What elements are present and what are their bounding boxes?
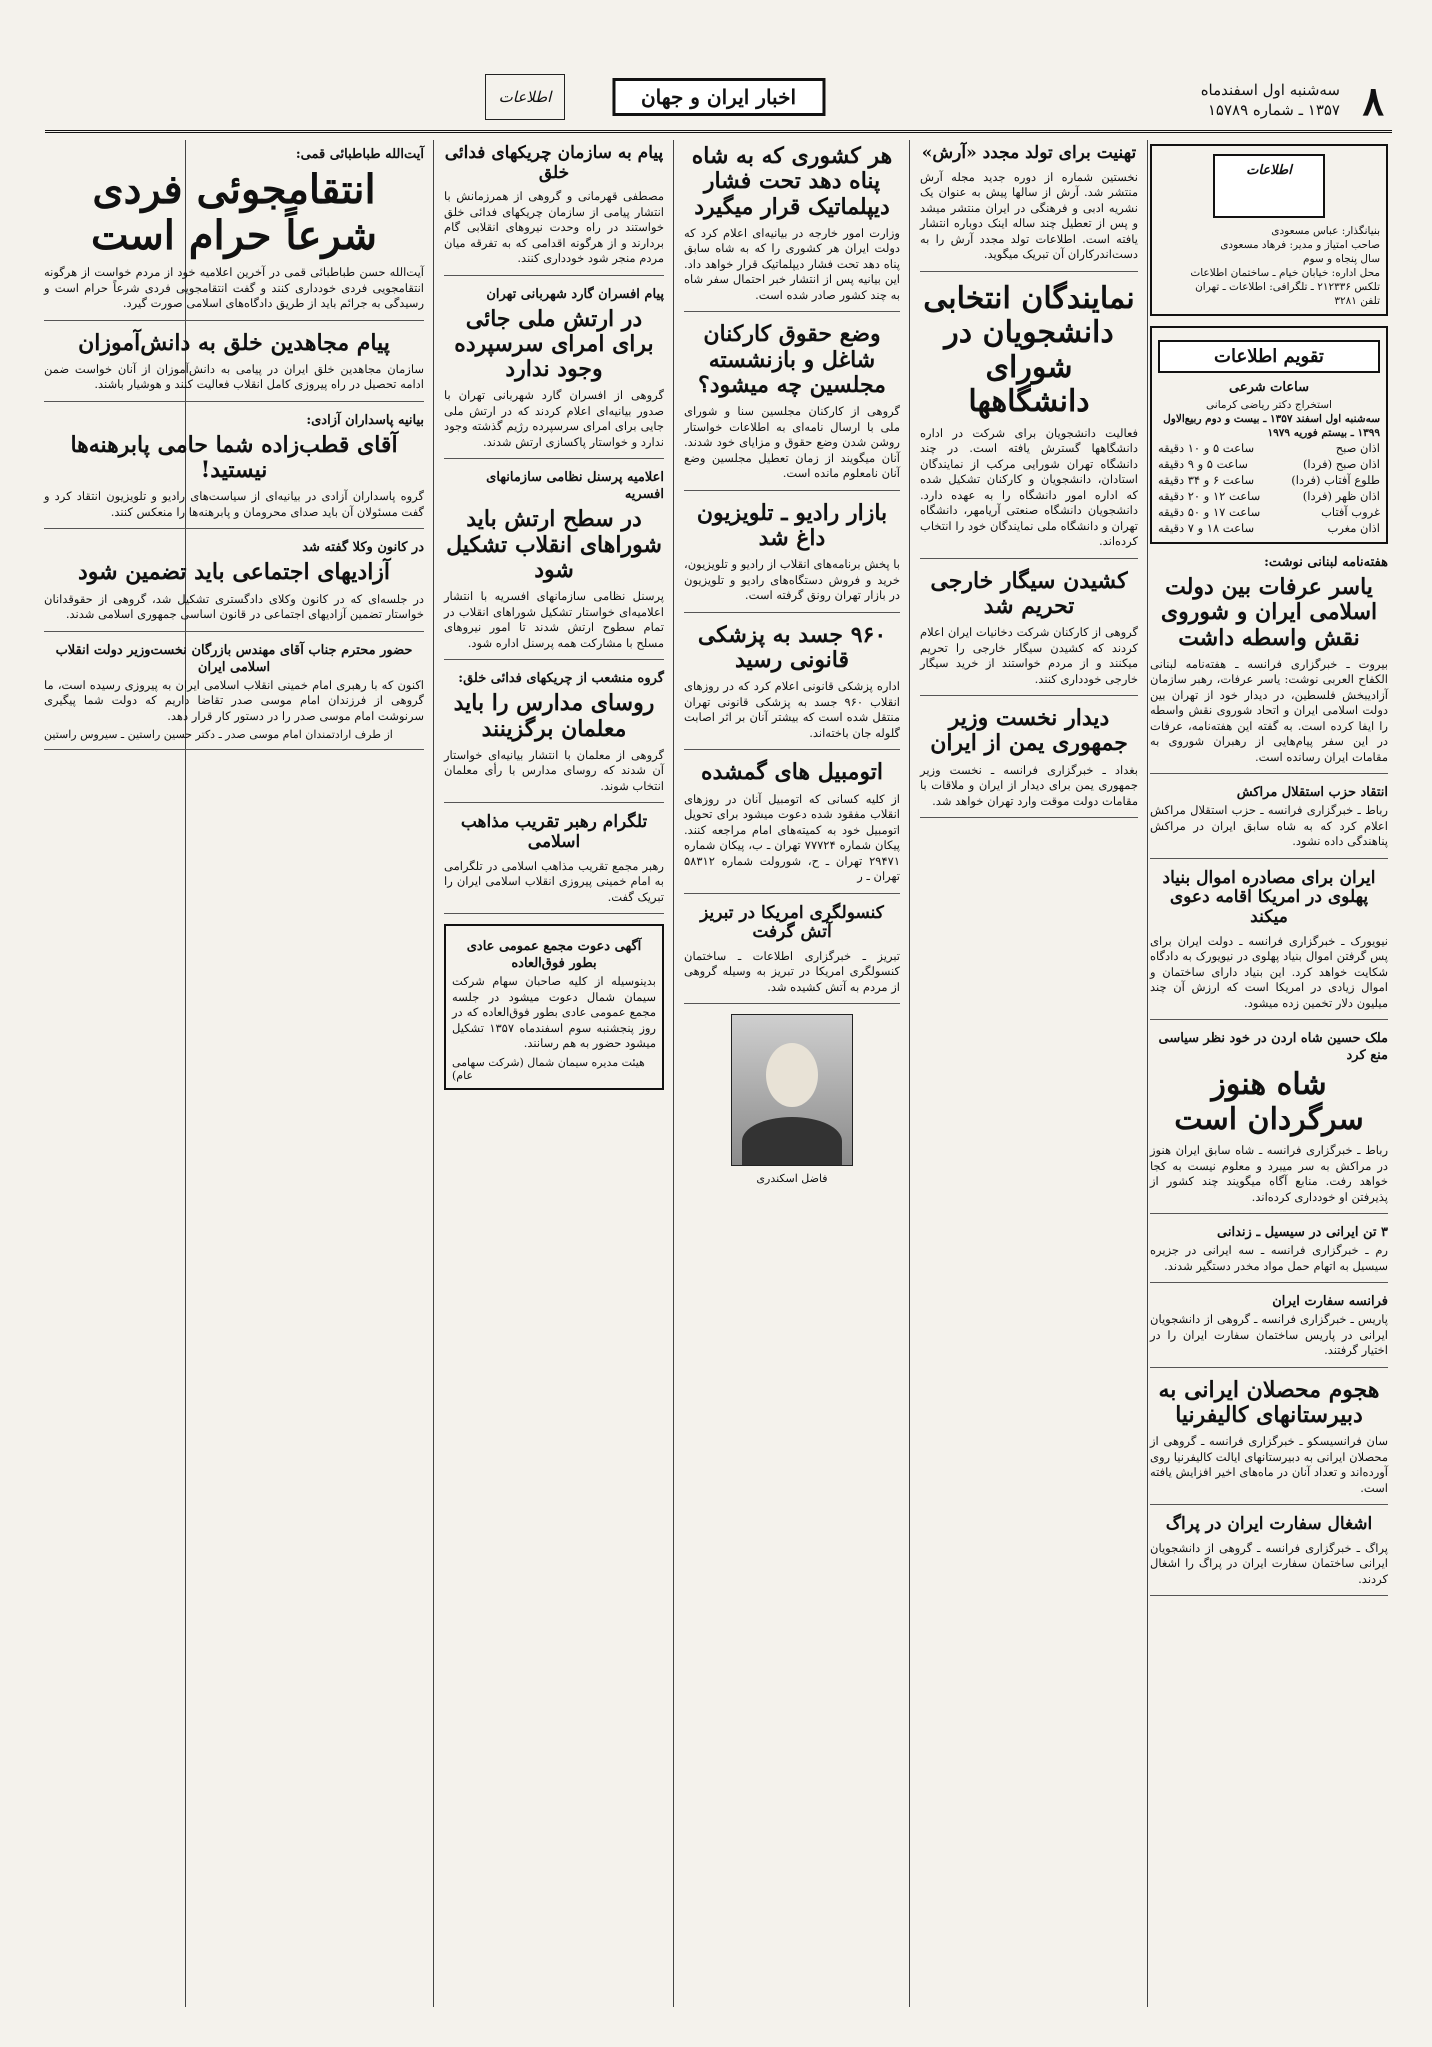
article-headline: هجوم محصلان ایرانی به دبیرستانهای کالیفرنیا [1158,1376,1380,1428]
article-body: گروه پاسداران آزادی در بیانیه‌ای از سیاست‌های رادیو و تلویزیون انتقاد کرد و گفت مسئولان آن باید صدای محرومان و پابرهنه‌ها را منعکس کنند. [44,489,424,519]
publisher-box [1150,144,1388,316]
article-headline: ۹۶۰ جسد به پزشکی قانونی رسید [697,621,887,674]
article-kicker: ۳ تن ایرانی در سیسیل ـ زندانی [1217,1225,1388,1241]
article-headline: اتومبیل های گمشده [700,759,884,786]
issue-year: سال پنجاه و سوم [1302,253,1380,265]
article-headline: کنسولگری امریکا در تبریز آتش گرفت [700,902,884,943]
article-body: رباط ـ خبرگزاری فرانسه ـ حزب استقلال مراکش اعلام کرد که به شاه سابق ایران در مراکش پناهندگی داده نشود. [1150,803,1388,849]
article-kicker: آیت‌الله طباطبائی قمی: [295,147,424,162]
article-headline: در ارتش ملی جائی برای امرای سرسپرده وجود ندارد [454,305,654,383]
prague-embassy-article [1150,1515,1388,1596]
letter-signature: از طرف ارادتمندان امام موسی صدر ـ دکتر حسین راستین ـ سیروس راستین [44,728,393,742]
column-4 [440,140,668,2007]
iranians-sicily-article [1150,1224,1388,1283]
article-body: رم ـ خبرگزاری فرانسه ـ سه ایرانی در جزیره سیسیل به اتهام حمل مواد مخدر دستگیر شدند. [1150,1243,1388,1273]
bazargan-letter [44,642,424,751]
date-line-1: سه‌شنبه اول اسفندماه [1200,81,1340,99]
page-number: ۸ [1362,78,1384,125]
army-council-article [444,469,664,660]
date-line-2: ۱۳۵۷ ـ شماره ۱۵۷۸۹ [1207,101,1340,119]
calendar-subtitle: ساعات شرعی [1229,380,1309,395]
article-body: آیت‌الله حسن طباطبائی قمی در آخرین اعلامیه خود از مردم خواست از هرگونه انتقامجویی فردی خودداری کنند و گفت انتقامجویی فردی شرعاً حرام است و رسیدگی به جرائم باید از طریق دادگاه‌های اسلامی صورت گیرد. [44,265,424,310]
article-kicker: گروه منشعب از چریکهای فدائی خلق: [458,671,664,687]
address: محل اداره: خیابان خیام ـ ساختمان اطلاعات [1190,267,1380,279]
article-body: گروهی از کارکنان مجلسین سنا و شورای ملی با ارسال نامه‌ای به اطلاعات خواستار روشن شدن وضع حقوق و مزایای خود شدند. آنان میگویند از زمان تعطیل مجلسین وضع آنان نامعلوم مانده است. [684,404,900,481]
article-kicker: بیانیه پاسداران آزادی: [306,412,424,428]
article-headline: هر کشوری که به شاه پناه دهد تحت فشار دیپلماتیک قرار میگیرد [691,143,893,220]
letter-headline: حضور محترم جناب آقای مهندس بازرگان نخست‌وزیر دولت انقلاب اسلامی ایران [55,642,413,675]
article-body: در جلسه‌ای که در کانون وکلای دادگستری تشکیل شد، گروهی از حقوقدانان خواستار تضمین آزادیهای اجتماعی در قانون اساسی جمهوری اسلامی شدند. [44,591,424,622]
article-headline: پیام به سازمان چریکهای فدائی خلق [444,143,664,183]
notice-body: بدینوسیله از کلیه صاحبان سهام شرکت سیمان شمال دعوت میشود در جلسه مجمع عمومی عادی بطور فوق‌العاده که در روز پنجشنبه سوم اسفندماه ۱۳۵۷ تشکیل میشود حضور به هم رسانند. [452,974,656,1051]
portrait-shoulders [742,1117,842,1165]
article-body: رهبر مجمع تقریب مذاهب اسلامی در تلگرامی به امام خمینی پیروزی انقلاب اسلامی ایران را تبریک گفت. [444,858,664,904]
calendar-date: سه‌شنبه اول اسفند ۱۳۵۷ ـ بیست و دوم ربیع‌الاول ۱۳۹۹ ـ بیستم فوریه ۱۹۷۹ [1163,413,1380,439]
section-title: اخبار ایران و جهان [612,78,825,116]
prayer-row: طلوع آفتاب (فردا) ساعت ۶ و ۳۴ دقیقه [1158,473,1380,487]
revenge-article [44,146,424,321]
arafat-article [1150,554,1388,774]
article-kicker: هفته‌نامه لبنانی نوشت: [1264,555,1388,570]
article-kicker: فرانسه سفارت ایران [1272,1294,1388,1310]
prayer-row: اذان مغرب ساعت ۱۸ و ۷ دقیقه [1158,521,1380,535]
article-body: تبریز ـ خبرگزاری اطلاعات ـ ساختمان کنسولگری امریکا در تبریز به وسیله گروهی از مردم به آتش کشیده شد. [684,948,900,994]
article-body: سان فرانسیسکو ـ خبرگزاری فرانسه ـ گروهی از محصلان ایرانی به دبیرستانهای ایالت کالیفرنیا روی آورده‌اند و تعداد آنان در ماه‌های اخیر افزایش یافته است. [1150,1434,1388,1495]
article-kicker: پیام افسران گارد شهربانی تهران [486,286,664,302]
article-headline: بازار رادیو ـ تلویزیون داغ شد [696,499,888,552]
info-column [1146,140,1392,2007]
article-body: بیروت ـ خبرگزاری فرانسه ـ هفته‌نامه لبنانی الکفاح العربی نوشت: یاسر عرفات، رهبر سازمان آزادیبخش فلسطین، در دیدار خود از تهران بین دولت اسلامی ایران و اتحاد شوروی نقش واسطه را ایفا کرده است. به گفته این هفته‌نامه، عرفات در این سفر پیام‌هایی از رهبران شوروی به مقامات ایران رسانده است. [1150,656,1388,764]
article-body: مصطفی قهرمانی و گروهی از همرزمانش با انتشار پیامی از سازمان چریکهای فدائی خلق خواستند در راه وحدت نیروهای انقلابی گام بردارند و از هرگونه اقدامی که به تفرقه میان مردم منجر شود خودداری کنند. [444,189,664,266]
mojahedin-article [44,331,424,402]
notice-headline: آگهی دعوت مجمع عمومی عادی بطور فوق‌العاده [466,939,642,972]
radio-bazaar-article [684,501,900,613]
article-body: اداره پزشکی قانونی اعلام کرد که در روزهای انقلاب ۹۶۰ جسد به پزشکی قانونی تهران منتقل شده است که بیشتر آنان بر اثر اصابت گلوله جان باخته‌اند. [684,679,900,740]
article-body: بغداد ـ خبرگزاری فرانسه ـ نخست وزیر جمهوری یمن برای دیدار از ایران و ملاقات با مقامات دولت موقت وارد تهران خواهد شد. [920,762,1138,808]
ghotbzadeh-article [44,412,424,530]
column-2 [916,140,1142,2007]
arash-article [920,144,1138,272]
california-students-article [1150,1378,1388,1506]
asylum-article [684,144,900,312]
article-body: نیویورک ـ خبرگزاری فرانسه ـ دولت ایران برای پس گرفتن اموال بنیاد پهلوی در نیویورک به دادگاه شکایت خواهد کرد. این بنیاد دارای ساختمان و اموال زیادی در امریکا است که ارزش آن چند میلیون دلار تخمین زده میشود. [1150,933,1388,1010]
social-freedoms-article [44,539,424,631]
column-divider [433,140,434,2007]
article-body: رباط ـ خبرگزاری فرانسه ـ شاه سابق ایران هنوز در مراکش به سر میبرد و معلوم نیست به کجا خواهد رفت. منابع آگاه میگویند چند کشور از پذیرفتن او خودداری کرده‌اند. [1150,1143,1388,1204]
article-headline: یاسر عرفات بین دولت اسلامی ایران و شوروی نقش واسطه داشت [1160,574,1378,651]
article-body: وزارت امور خارجه در بیانیه‌ای اعلام کرد که دولت ایران هر کشوری را که به شاه سابق پناه دهد تحت فشار دیپلماتیک قرار خواهد داد. این بیانیه پس از انتشار خبر احتمال سفر شاه به چند کشور صادر شده است. [684,225,900,302]
article-headline: ایران برای مصادره اموال بنیاد پهلوی در امریکا اقامه دعوی میکند [1162,867,1376,927]
founder: بنیانگذار: عباس مسعودی [1271,225,1380,237]
photo-caption: فاضل اسکندری [756,1172,828,1186]
article-headline: در سطح ارتش باید شوراهای انقلاب تشکیل شود [446,506,662,584]
teachers-article [444,670,664,803]
notice-signature: هیئت مدیره سیمان شمال (شرکت سهامی عام) [452,1055,645,1082]
article-body: نخستین شماره از دوره جدید مجله آرش منتشر شد. آرش از سالها پیش به عنوان یک نشریه ادبی و فرهنگی در ایران منتشر میشد و پس از تعطیل چند ساله اینک دوباره انتشار یافته است. اطلاعات تولد مجدد آرش را به دست‌اندرکاران آن تبریک میگوید. [920,169,1138,262]
article-headline: تلگرام رهبر تقریب مذاهب اسلامی [460,812,648,853]
lost-cars-article [684,760,900,893]
article-headline: تهنیت برای تولد مجدد «آرش» [921,143,1137,163]
article-headline: نمایندگان انتخابی دانشجویان در شورای دانشگاهها [923,280,1135,420]
morocco-article [1150,784,1388,859]
shareholders-notice [444,924,664,1090]
article-body: پراگ ـ خبرگزاری فرانسه ـ گروهی از دانشجویان ایرانی ساختمان سفارت ایران در پراگ را اشغال کردند. [1150,1540,1388,1586]
article-kicker: اعلامیه پرسنل نظامی سازمانهای افسریه [486,470,664,503]
article-body: با پخش برنامه‌های انقلاب از رادیو و تلویزیون، خرید و فروش دستگاه‌های رادیو و تلویزیون در بازار تهران رونق گرفته است. [684,557,900,603]
fedai-article [444,144,664,276]
column-divider [673,140,674,2007]
article-headline: وضع حقوق کارکنان شاغل و بازنشسته مجلسین چه میشود؟ [698,321,886,398]
article-headline: پیام مجاهدین خلق به دانش‌آموزان [78,329,390,356]
article-body: فعالیت دانشجویان برای شرکت در اداره دانشگاهها گسترش یافته است. در چند دانشگاه تهران شورایی مرکب از نمایندگان استادان، دانشجویان و کارکنان تشکیل شده که اداره امور دانشگاه را به عهده دارد. دانشجویان دانشگاه صنعتی آریامهر، دانشگاه تهران و دانشگاه ملی نمایندگان خود را انتخاب کرده‌اند. [920,425,1138,549]
article-headline: آقای قطب‌زاده شما حامی پابرهنه‌ها نیستید! [70,431,398,484]
calendar-note: استخراج دکتر ریاضی کرمانی [1206,399,1332,411]
army-article [444,286,664,460]
article-headline: انتقامجوئی فردی شرعاً حرام است [90,166,378,259]
article-headline: روسای مدارس را باید معلمان برگزینند [453,690,655,742]
cigarette-article [920,569,1138,697]
telex: تلکس ۲۱۲۳۳۶ ـ تلگرافی: اطلاعات ـ تهران [1195,281,1380,293]
prayer-row: اذان ظهر (فردا) ساعت ۱۲ و ۲۰ دقیقه [1158,489,1380,503]
article-headline: شاه هنوز سرگردان است [1174,1067,1364,1137]
forensics-article [684,623,900,751]
paper-logo: اطلاعات [1213,154,1325,218]
prayer-row: غروب آفتاب ساعت ۱۷ و ۵۰ دقیقه [1158,505,1380,519]
portrait-face [766,1043,818,1107]
article-body: گروهی از معلمان با انتشار بیانیه‌ای خواستار آن شدند که روسای مدارس با رأی معلمان انتخاب شوند. [444,747,664,793]
parliament-workers-article [684,322,900,490]
article-headline: آزادیهای اجتماعی باید تضمین شود [77,559,391,586]
calendar-title: تقویم اطلاعات [1158,340,1380,373]
publisher: صاحب امتیاز و مدیر: فرهاد مسعودی [1220,239,1380,251]
article-headline: اشغال سفارت ایران در پراگ [1165,1514,1373,1535]
prayer-row: اذان صبح (فردا) ساعت ۵ و ۹ دقیقه [1158,457,1380,471]
calendar-box [1150,326,1388,544]
section-logo: اطلاعات [485,74,565,120]
article-body: گروهی از کارکنان شرکت دخانیات ایران اعلام کردند که کشیدن سیگار خارجی را تحریم میکنند و از مردم خواستند از خرید سیگار خارجی خودداری کنند. [920,625,1138,686]
telegram-article [444,813,664,914]
letter-body: اکنون که با رهبری امام خمینی انقلاب اسلامی ایران به پیروزی رسیده است، ما گروهی از فرزندان امام موسی صدر تقاضا داریم که دولت شما پیگیری سرنوشت امام موسی صدر را در دستور کار قرار دهد. [44,677,424,723]
column-divider [909,140,910,2007]
article-kicker: ملک حسین شاه اردن در خود نظر سیاسی منع کرد [1158,1031,1388,1064]
article-headline: دیدار نخست وزیر جمهوری یمن از ایران [930,705,1128,757]
article-headline: کشیدن سیگار خارجی تحریم شد [930,567,1128,619]
portrait-photo [731,1014,853,1166]
yemen-pm-article [920,706,1138,818]
pahlavi-foundation-article [1150,869,1388,1020]
phone: تلفن ۳۲۸۱ [1334,295,1380,307]
shah-article [1150,1030,1388,1214]
article-body: گروهی از افسران گارد شهربانی تهران با صدور بیانیه‌ای اعلام کردند که در ارتش ملی جایی برای امرای سرسپرده رژیم گذشته وجود ندارد و خواستار پاکسازی ارتش شدند. [444,388,664,449]
article-kicker: انتقاد حزب استقلال مراکش [1236,785,1388,801]
tabriz-consulate-article [684,904,900,1005]
article-body: سازمان مجاهدین خلق ایران در پیامی به دانش‌آموزان از آنان خواست ضمن ادامه تحصیل در راه پیروزی کامل انقلاب فعالیت کنند و هوشیار باشند. [44,361,424,392]
column-3 [680,140,904,2007]
article-body: از کلیه کسانی که اتومبیل آنان در روزهای انقلاب مفقود شده دعوت میشود برای تحویل اتومبیل خود به کمیته‌های امام مراجعه کنند. پیکان شماره ۷۷۷۲۴ تهران ـ ب، پیکان شماره ۲۹۴۷۱ تهران ـ ح، شورولت شماره ۵۸۳۱۲ تهران ـ ر [684,791,901,884]
prayer-row: اذان صبح ساعت ۵ و ۱۰ دقیقه [1158,441,1380,455]
paris-embassy-article [1150,1293,1388,1368]
article-body: پرسنل نظامی سازمانهای افسریه با انتشار اعلامیه‌ای خواستار تشکیل شوراهای انقلاب در تمام سطوح ارتش شدند تا امور نیروهای مسلح با مشارکت همه پرسنل اداره شود. [444,589,664,650]
column-5 [40,140,428,2007]
article-kicker: در کانون وکلا گفته شد [302,540,424,556]
students-council-article [920,282,1138,559]
article-body: پاریس ـ خبرگزاری فرانسه ـ گروهی از دانشجویان ایرانی در پاریس ساختمان سفارت ایران را در اختیار گرفتند. [1150,1312,1388,1358]
prayer-times [1158,440,1380,536]
